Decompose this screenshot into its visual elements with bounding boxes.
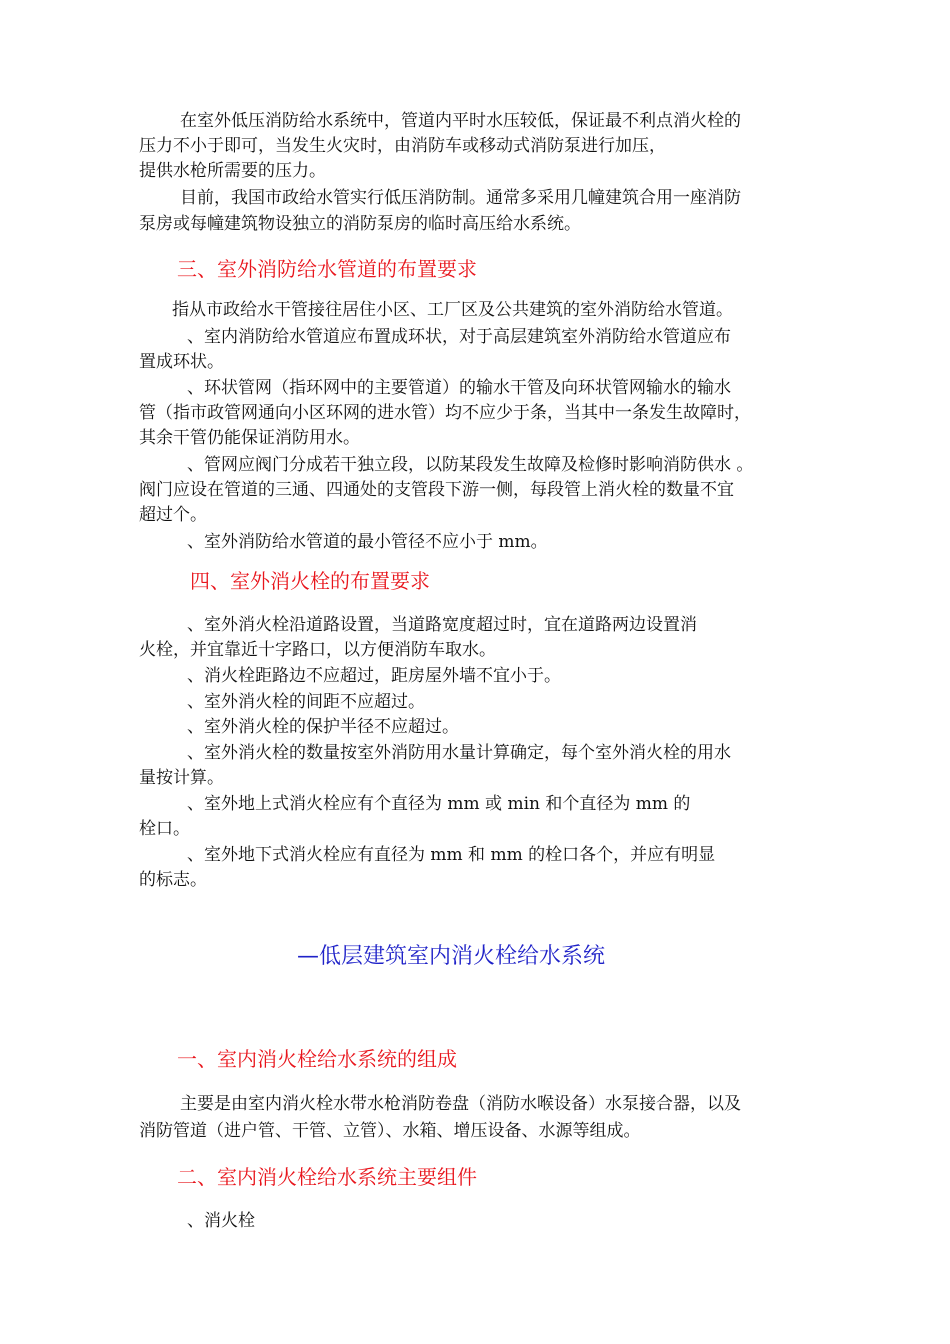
paragraph-line: 置成环状。 (139, 352, 224, 372)
paragraph-line: 、室外地下式消火栓应有直径为 mm 和 mm 的栓口各个，并应有明显 (187, 845, 716, 865)
section-heading: 一、室内消火栓给水系统的组成 (177, 1047, 457, 1071)
chapter-title: —低层建筑室内消火栓给水系统 (297, 944, 606, 969)
paragraph-line: 、环状管网（指环网中的主要管道）的输水干管及向环状管网输水的输水 (187, 378, 731, 398)
paragraph-line: 、室外消火栓的间距不应超过。 (187, 692, 425, 712)
paragraph-line: 、室外消火栓的保护半径不应超过。 (187, 717, 459, 737)
paragraph-line: 消防管道（进户管、干管、立管）、水箱、增压设备、水源等组成。 (139, 1121, 641, 1141)
paragraph-line: 超过个。 (139, 505, 207, 525)
paragraph-line: 、室外地上式消火栓应有个直径为 mm 或 min 和个直径为 mm 的 (187, 794, 691, 814)
paragraph-line: 、室外消防给水管道的最小管径不应小于 mm。 (187, 532, 548, 552)
paragraph-line: 提供水枪所需要的压力。 (139, 161, 326, 181)
section-heading: 三、室外消防给水管道的布置要求 (177, 257, 477, 281)
paragraph-line: 主要是由室内消火栓水带水枪消防卷盘（消防水喉设备）水泵接合器，以及 (180, 1094, 741, 1114)
paragraph-line: 目前，我国市政给水管实行低压消防制。通常多采用几幢建筑合用一座消防 (180, 188, 741, 208)
paragraph-line: 压力不小于即可，当发生火灾时，由消防车或移动式消防泵进行加压， (139, 136, 666, 156)
paragraph-line: 、室外消火栓的数量按室外消防用水量计算确定，每个室外消火栓的用水 (187, 743, 731, 763)
paragraph-line: 管（指市政管网通向小区环网的进水管）均不应少于条，当其中一条发生故障时， (139, 403, 751, 423)
paragraph-line: 、室外消火栓沿道路设置，当道路宽度超过时，宜在道路两边设置消 (187, 615, 697, 635)
paragraph-line: 火栓，并宜靠近十字路口，以方便消防车取水。 (139, 640, 496, 660)
paragraph-line: 、消火栓 (187, 1211, 255, 1231)
paragraph-line: 、消火栓距路边不应超过，距房屋外墙不宜小于。 (187, 666, 561, 686)
section-heading: 四、室外消火栓的布置要求 (190, 569, 430, 593)
paragraph-line: 泵房或每幢建筑物设独立的消防泵房的临时高压给水系统。 (139, 214, 581, 234)
paragraph-line: 栓口。 (139, 819, 190, 839)
paragraph-line: 指从市政给水干管接往居住小区、工厂区及公共建筑的室外消防给水管道。 (172, 300, 733, 320)
paragraph-line: 的标志。 (139, 870, 207, 890)
paragraph-line: 量按计算。 (139, 768, 224, 788)
section-heading: 二、室内消火栓给水系统主要组件 (177, 1165, 477, 1189)
paragraph-line: 、管网应阀门分成若干独立段，以防某段发生故障及检修时影响消防供水 。 (187, 455, 754, 475)
paragraph-line: 、室内消防给水管道应布置成环状，对于高层建筑室外消防给水管道应布 (187, 327, 731, 347)
paragraph-line: 在室外低压消防给水系统中，管道内平时水压较低，保证最不利点消火栓的 (180, 111, 741, 131)
paragraph-line: 阀门应设在管道的三通、四通处的支管段下游一侧，每段管上消火栓的数量不宜 (139, 480, 734, 500)
paragraph-line: 其余干管仍能保证消防用水。 (139, 428, 360, 448)
